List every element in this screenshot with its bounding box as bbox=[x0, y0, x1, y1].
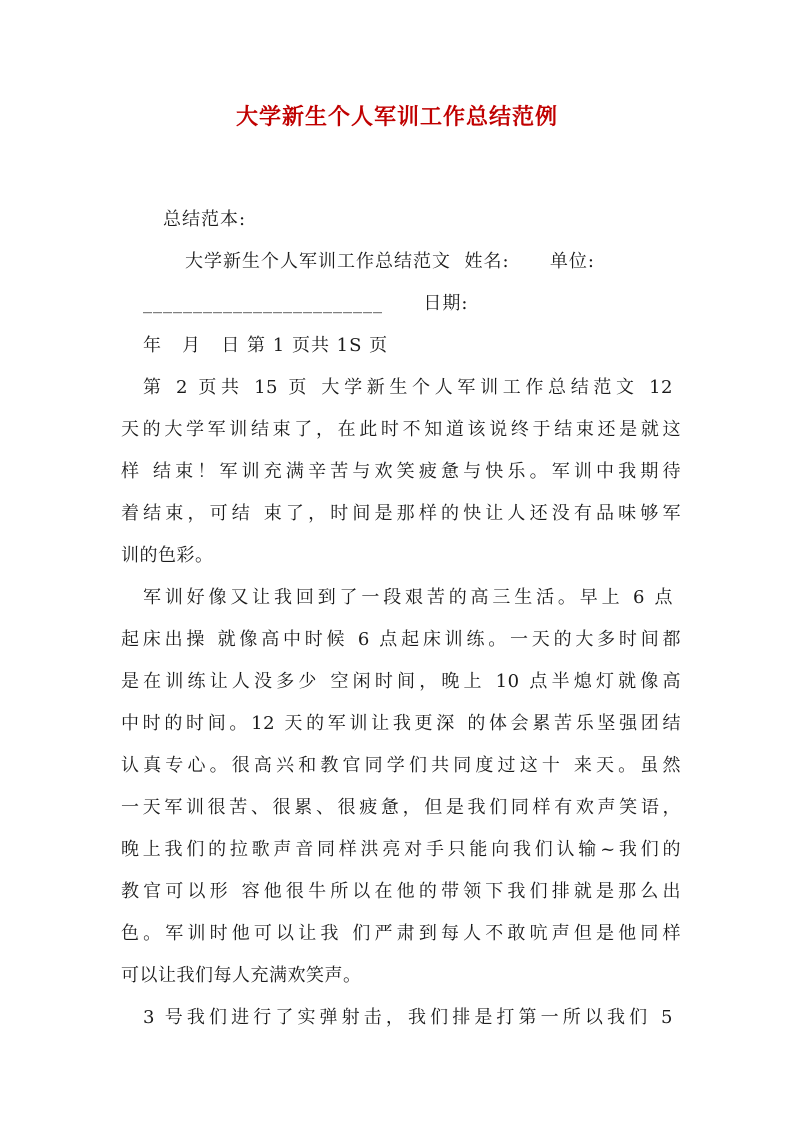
paragraph-1-line-1: 第 2 页共 15 页 大学新生个人军训工作总结范文 12 bbox=[143, 377, 673, 398]
paragraph-3-line-1: 3 号我们进行了实弹射击，我们排是打第一所以我们 5 bbox=[143, 1007, 673, 1028]
paragraph-2-line-9: 色。军训时他可以让我 们严肃到每人不敢吭声但是他同样 bbox=[121, 923, 681, 944]
paragraph-1-line-3: 样 结束！军训充满辛苦与欢笑疲惫与快乐。军训中我期待 bbox=[121, 461, 681, 482]
paragraph-2-line-3: 是在训练让人没多少 空闲时间，晚上 10 点半熄灯就像高 bbox=[121, 671, 681, 692]
paragraph-2-line-10: 可以让我们每人充满欢笑声。 bbox=[121, 965, 362, 986]
paragraph-2-line-8: 教官可以形 容他很牛所以在他的带领下我们排就是那么出 bbox=[121, 881, 681, 902]
paragraph-2-line-4: 中时的时间。12 天的军训让我更深 的体会累苦乐坚强团结 bbox=[121, 713, 681, 734]
paragraph-2-line-5: 认真专心。很高兴和教官同学们共同度过这十 来天。虽然 bbox=[121, 755, 681, 776]
paragraph-1-line-4: 着结束，可结 束了，时间是那样的快让人还没有品味够军 bbox=[121, 503, 681, 524]
paragraph-2-line-7: 晚上我们的拉歌声音同样洪亮对手只能向我们认输~我们的 bbox=[121, 839, 681, 860]
header-line-name-unit: 大学新生个人军训工作总结范文 姓名: 单位: bbox=[185, 251, 595, 272]
paragraph-1-line-5: 训的色彩。 bbox=[121, 545, 214, 566]
header-line-date: ________________________ 日期: bbox=[143, 293, 469, 314]
paragraph-1-line-2: 天的大学军训结束了，在此时不知道该说终于结束还是就这 bbox=[121, 419, 681, 440]
paragraph-2-line-1: 军训好像又让我回到了一段艰苦的高三生活。早上 6 点 bbox=[143, 587, 673, 608]
document-title: 大学新生个人军训工作总结范例 bbox=[235, 104, 558, 130]
paragraph-2-line-6: 一天军训很苦、很累、很疲惫，但是我们同样有欢声笑语， bbox=[121, 797, 681, 818]
header-line-summary-template: 总结范本: bbox=[163, 209, 247, 230]
header-line-page-info: 年 月 日 第 1 页共 1S 页 bbox=[143, 335, 389, 356]
paragraph-2-line-2: 起床出操 就像高中时候 6 点起床训练。一天的大多时间都 bbox=[121, 629, 681, 650]
